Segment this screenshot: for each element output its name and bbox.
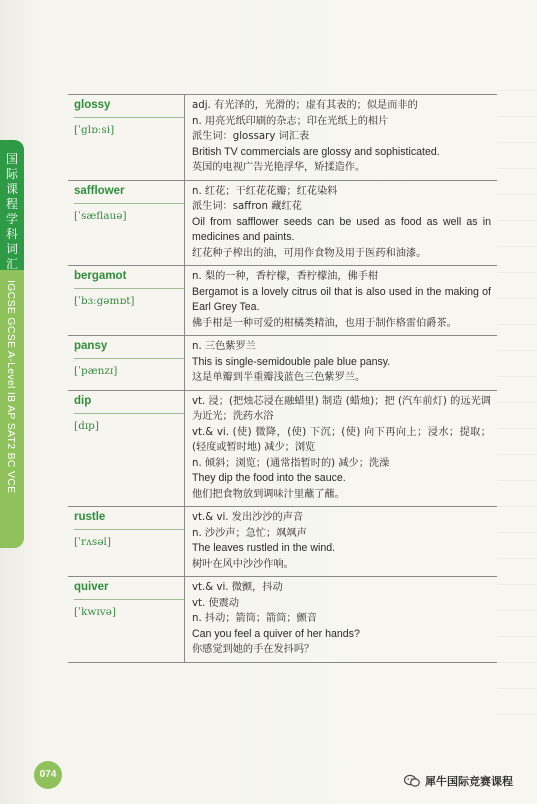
definition-line: vt.& vi. 微颤，抖动	[192, 582, 283, 593]
side-tab-title-char: 际	[5, 167, 18, 181]
entry-definition-cell	[185, 181, 497, 266]
entry-definition-cell	[185, 336, 497, 390]
entry-headword-cell	[68, 507, 185, 576]
entry-headword-cell	[68, 336, 185, 390]
entry-phonetic: [ˈglɒːsi]	[74, 124, 115, 136]
entry-row	[68, 391, 497, 508]
page-number: 074	[34, 761, 62, 789]
side-tab	[0, 140, 24, 548]
side-tab-title-box	[0, 140, 24, 270]
entry-phonetic: [ˈpænzɪ]	[74, 365, 118, 377]
entry-headword-cell	[68, 577, 185, 662]
definition-line: n. 红花；干红花花瓣；红花染料	[192, 185, 338, 197]
entry-word: pansy	[74, 340, 184, 359]
wechat-icon	[404, 774, 420, 788]
example-sentence: Bergamot is a lovely citrus oil that is also used in the making of Earl Grey Tea.	[192, 285, 491, 313]
example-sentence: They dip the food into the sauce.	[192, 472, 346, 484]
definition-line: 他们把食物放到调味汁里蘸了蘸。	[192, 488, 345, 500]
definition-line: 英国的电视广告光艳浮华，矫揉造作。	[192, 162, 366, 173]
entry-row	[68, 266, 497, 336]
facing-page-bleed	[497, 90, 537, 740]
watermark	[404, 772, 513, 790]
side-tab-title-char: 科	[5, 227, 18, 241]
entry-definition-cell	[185, 507, 497, 576]
example-sentence: Oil from safflower seeds can be used as food as well as in medicines and paints.	[192, 215, 491, 243]
definition-line: 派生词：glossary 词汇表	[192, 131, 310, 142]
entry-definition-cell	[185, 577, 497, 662]
example-sentence: This is single-semidouble pale blue pansy.	[192, 355, 391, 368]
example-sentence: Can you feel a quiver of her hands?	[192, 627, 360, 640]
entry-row	[68, 507, 497, 577]
definition-line: 红花种子榨出的油，可用作食物及用于医药和油漆。	[192, 247, 427, 259]
entry-headword-cell	[68, 391, 185, 507]
vocabulary-table	[68, 94, 497, 663]
entry-headword-cell	[68, 266, 185, 335]
definition-line: 树叶在风中沙沙作响。	[192, 558, 294, 570]
side-tab-title-char: 程	[5, 197, 18, 211]
entry-phonetic: [ˈbɜːgəmɒt]	[74, 295, 135, 307]
entry-definition-cell	[185, 95, 497, 180]
entry-row	[68, 336, 497, 391]
entry-phonetic: [ˈrʌsəl]	[74, 536, 111, 548]
entry-row	[68, 95, 497, 181]
entry-word: dip	[74, 395, 184, 414]
entry-word: safflower	[74, 185, 184, 204]
entry-headword-cell	[68, 181, 185, 266]
side-tab-title-char: 课	[5, 182, 18, 196]
entry-word: bergamot	[74, 270, 184, 289]
example-sentence: British TV commercials are glossy and sophisticated.	[192, 145, 440, 158]
example-sentence: The leaves rustled in the wind.	[192, 542, 336, 554]
side-tab-title-char: 学	[5, 212, 18, 226]
side-tab-curricula: IGCSE GCSE A-Level IB AP SAT2 BC VCE	[5, 280, 17, 494]
entry-phonetic: [ˈkwɪvə]	[74, 606, 116, 618]
entry-row	[68, 577, 497, 663]
side-tab-title-char: 汇	[5, 257, 18, 271]
definition-line: 这是单瓣到半重瓣浅蓝色三色紫罗兰。	[192, 372, 366, 383]
definition-line: n. 沙沙声；急忙；飒飒声	[192, 527, 307, 539]
definition-line: n. 倾斜；浏览；(通常指暂时的) 减少；洗澡	[192, 457, 390, 469]
watermark-text: 犀牛国际竞赛课程	[425, 775, 513, 788]
definition-line: n. 抖动；箭筒；箭筒；颤音	[192, 613, 317, 624]
definition-line: 佛手柑是一种可爱的柑橘类精油，也用于制作格雷伯爵茶。	[192, 317, 457, 329]
side-tab-title-char: 词	[5, 242, 18, 256]
definition-line: vt. 使震动	[192, 597, 240, 609]
side-tab-title-char: 国	[5, 152, 18, 166]
entry-definition-cell	[185, 266, 497, 335]
entry-definition-cell	[185, 391, 497, 507]
entry-word: rustle	[74, 511, 184, 530]
side-tab-title	[4, 152, 20, 272]
definition-line: adj. 有光泽的，光滑的；虚有其表的；似是而非的	[192, 100, 418, 111]
entry-word: glossy	[74, 99, 184, 118]
entry-word: quiver	[74, 581, 184, 600]
definition-line: n. 用亮光纸印刷的杂志；印在光纸上的相片	[192, 115, 389, 127]
definition-line: n. 三色紫罗兰	[192, 341, 256, 352]
entry-phonetic: [ˈsæflauə]	[74, 209, 127, 222]
definition-line: n. 梨的一种，香柠檬，香柠檬油，佛手柑	[192, 271, 379, 282]
definition-line: vt.& vi. 发出沙沙的声音	[192, 512, 304, 523]
entry-headword-cell	[68, 95, 185, 180]
definition-line: 你感觉到她的手在发抖吗？	[192, 644, 315, 655]
entry-phonetic: [dɪp]	[74, 419, 99, 432]
definition-line: vt.& vi. (使) 微降，(使) 下沉；(使) 向下再向上；浸水；提取；(轻度或暂时地) 减少；浏览	[192, 426, 491, 453]
entry-row	[68, 181, 497, 267]
definition-line: vt. 浸；(把烛芯浸在融蜡里) 制造 (蜡烛)；把 (汽车前灯) 的远光调为近光；洗药水浴	[192, 395, 491, 422]
definition-line: 派生词：saffron 藏红花	[192, 201, 302, 212]
